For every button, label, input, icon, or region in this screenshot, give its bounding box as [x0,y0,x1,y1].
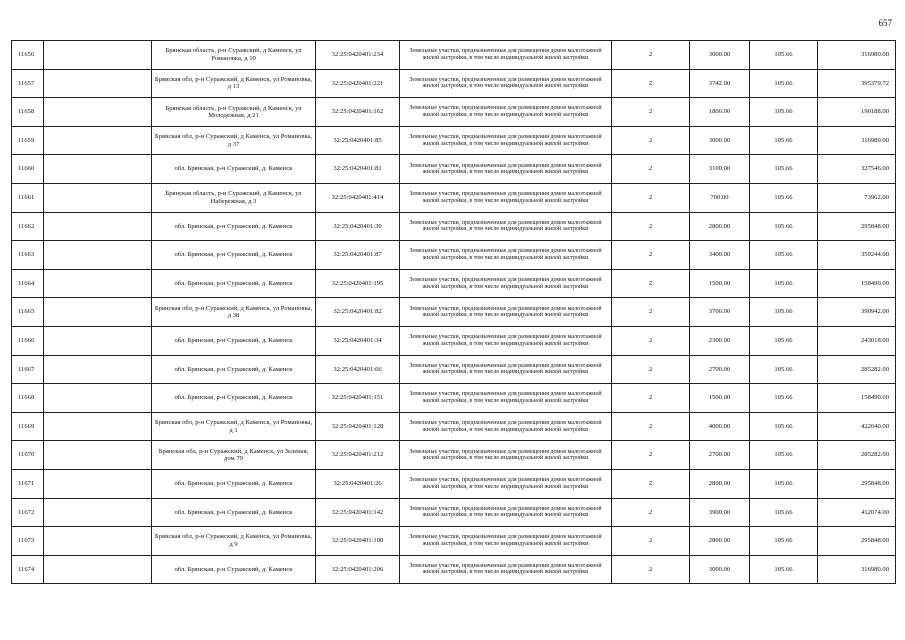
cell-cadastral-value: 158490.00 [818,269,896,298]
cell-cadastral-value: 295848.00 [818,212,896,241]
registry-body [12,41,896,584]
cell-group: 2 [612,269,690,298]
cell-area: 2800.00 [690,469,750,498]
page-number: 657 [878,18,892,28]
cell-number: 11665 [12,298,44,327]
cell-cadastral-number: 32:25:0420401:195 [316,269,400,298]
cell-group: 2 [612,69,690,98]
cell-group: 2 [612,555,690,584]
table-row [12,298,896,327]
table-row [12,241,896,270]
cell-cadastral-value: 243018.00 [818,326,896,355]
cell-empty [44,126,152,155]
cell-group: 2 [612,98,690,127]
table-row [12,212,896,241]
cell-cadastral-value: 316980.00 [818,555,896,584]
cell-cadastral-number: 32:25:0420401:162 [316,98,400,127]
cell-number: 11657 [12,69,44,98]
cell-empty [44,527,152,556]
cell-area: 3400.00 [690,241,750,270]
cell-empty [44,69,152,98]
cell-cadastral-number: 32:25:0420401:30 [316,212,400,241]
cell-address: обл. Брянская, р-н Суражский, д. Каменск [152,498,316,527]
cell-specific-value: 105.66 [750,183,818,212]
cell-cadastral-value: 395379.72 [818,69,896,98]
cell-specific-value: 105.66 [750,298,818,327]
cell-address: Брянская обл, р-н Суражский, д Каменск, ул Романовка, д 13 [152,69,316,98]
cell-cadastral-value: 412074.00 [818,498,896,527]
cell-specific-value: 105.66 [750,69,818,98]
cell-empty [44,555,152,584]
cell-number: 11660 [12,155,44,184]
cell-cadastral-number: 32:25:0420401:128 [316,412,400,441]
cell-number: 11669 [12,412,44,441]
cell-empty [44,498,152,527]
cell-specific-value: 105.66 [750,355,818,384]
cell-area: 3742.00 [690,69,750,98]
cell-cadastral-value: 422640.00 [818,412,896,441]
table-row [12,441,896,470]
table-row [12,355,896,384]
cell-address: обл. Брянская, р-н Суражский, д. Каменск [152,241,316,270]
cell-group: 2 [612,441,690,470]
cell-permitted-use: Земельные участки, предназначенные для размещения домов малоэтажной жилой застройки, в том числе индивидуальной жилой застройки [400,555,612,584]
cell-empty [44,98,152,127]
cell-cadastral-number: 32:25:0420401:81 [316,155,400,184]
cell-permitted-use: Земельные участки, предназначенные для размещения домов малоэтажной жилой застройки, в том числе индивидуальной жилой застройки [400,241,612,270]
table-row [12,555,896,584]
cell-area: 2800.00 [690,212,750,241]
table-row [12,384,896,413]
cell-number: 11656 [12,41,44,70]
table-row [12,155,896,184]
cell-cadastral-number: 32:25:0420401:221 [316,69,400,98]
cell-area: 2800.00 [690,527,750,556]
cell-group: 2 [612,326,690,355]
cell-cadastral-value: 295848.00 [818,527,896,556]
cell-number: 11663 [12,241,44,270]
cell-empty [44,298,152,327]
cell-permitted-use: Земельные участки, предназначенные для размещения домов малоэтажной жилой застройки, в том числе индивидуальной жилой застройки [400,384,612,413]
cell-cadastral-value: 316980.00 [818,41,896,70]
cell-permitted-use: Земельные участки, предназначенные для размещения домов малоэтажной жилой застройки, в том числе индивидуальной жилой застройки [400,269,612,298]
cell-cadastral-number: 32:25:0420401:234 [316,41,400,70]
cell-number: 11667 [12,355,44,384]
cell-area: 2700.00 [690,355,750,384]
cell-permitted-use: Земельные участки, предназначенные для размещения домов малоэтажной жилой застройки, в том числе индивидуальной жилой застройки [400,41,612,70]
table-row [12,126,896,155]
cell-permitted-use: Земельные участки, предназначенные для размещения домов малоэтажной жилой застройки, в том числе индивидуальной жилой застройки [400,527,612,556]
cell-group: 2 [612,355,690,384]
cell-permitted-use: Земельные участки, предназначенные для размещения домов малоэтажной жилой застройки, в том числе индивидуальной жилой застройки [400,69,612,98]
cell-empty [44,355,152,384]
cell-permitted-use: Земельные участки, предназначенные для размещения домов малоэтажной жилой застройки, в том числе индивидуальной жилой застройки [400,298,612,327]
cell-permitted-use: Земельные участки, предназначенные для размещения домов малоэтажной жилой застройки, в том числе индивидуальной жилой застройки [400,412,612,441]
cell-cadastral-value: 390942.00 [818,298,896,327]
cell-group: 2 [612,298,690,327]
cadastral-registry-table [11,40,896,584]
cell-address: обл. Брянская, р-н Суражский, д. Каменск [152,384,316,413]
cell-cadastral-number: 32:25:0420401:212 [316,441,400,470]
cell-empty [44,412,152,441]
cell-cadastral-number: 32:25:0420401:66 [316,355,400,384]
cell-empty [44,241,152,270]
cell-specific-value: 105.66 [750,412,818,441]
table-row [12,183,896,212]
cell-area: 2700.00 [690,441,750,470]
cell-empty [44,269,152,298]
cell-group: 2 [612,412,690,441]
table-row [12,498,896,527]
cell-group: 2 [612,241,690,270]
cell-number: 11662 [12,212,44,241]
cell-address: обл. Брянская, р-н Суражский, д. Каменск [152,355,316,384]
cell-group: 2 [612,41,690,70]
cell-specific-value: 105.66 [750,155,818,184]
cell-cadastral-value: 285282.00 [818,355,896,384]
cell-area: 3900.00 [690,498,750,527]
cell-empty [44,183,152,212]
cell-specific-value: 105.66 [750,527,818,556]
cell-empty [44,212,152,241]
cell-group: 2 [612,498,690,527]
cell-specific-value: 105.66 [750,384,818,413]
cell-address: Брянская область, р-н Суражский, д Каменск, ул Романовка, д 10 [152,41,316,70]
cell-address: Брянская область, р-н Суражский, д Каменск, ул Молодежная, д 21 [152,98,316,127]
cell-cadastral-number: 32:25:0420401:82 [316,298,400,327]
cell-address: обл. Брянская, р-н Суражский, д. Каменск [152,212,316,241]
cell-specific-value: 105.66 [750,469,818,498]
table-row [12,69,896,98]
cell-cadastral-number: 32:25:0420401:87 [316,241,400,270]
cell-permitted-use: Земельные участки, предназначенные для размещения домов малоэтажной жилой застройки, в том числе индивидуальной жилой застройки [400,326,612,355]
cell-cadastral-value: 295848.00 [818,469,896,498]
cell-address: обл. Брянская, р-н Суражский, д. Каменск [152,326,316,355]
cell-group: 2 [612,469,690,498]
cell-permitted-use: Земельные участки, предназначенные для размещения домов малоэтажной жилой застройки, в том числе индивидуальной жилой застройки [400,98,612,127]
cell-area: 4000.00 [690,412,750,441]
cell-empty [44,326,152,355]
cell-area: 700.00 [690,183,750,212]
cell-area: 3100.00 [690,155,750,184]
table-row [12,41,896,70]
cell-empty [44,41,152,70]
cell-number: 11671 [12,469,44,498]
cell-permitted-use: Земельные участки, предназначенные для размещения домов малоэтажной жилой застройки, в том числе индивидуальной жилой застройки [400,126,612,155]
cell-number: 11666 [12,326,44,355]
cell-permitted-use: Земельные участки, предназначенные для размещения домов малоэтажной жилой застройки, в том числе индивидуальной жилой застройки [400,155,612,184]
cell-area: 1500.00 [690,384,750,413]
cell-specific-value: 105.66 [750,441,818,470]
cell-number: 11670 [12,441,44,470]
table-row [12,469,896,498]
cell-empty [44,441,152,470]
cell-group: 2 [612,126,690,155]
cell-cadastral-number: 32:25:0420401:151 [316,384,400,413]
cell-group: 2 [612,384,690,413]
cell-number: 11659 [12,126,44,155]
cell-group: 2 [612,527,690,556]
cell-area: 3700.00 [690,298,750,327]
cell-specific-value: 105.66 [750,555,818,584]
cell-empty [44,155,152,184]
cell-area: 3000.00 [690,41,750,70]
cell-address: Брянская обл, р-н Суражский, д Каменск, ул Романовка, д 9 [152,527,316,556]
cell-permitted-use: Земельные участки, предназначенные для размещения домов малоэтажной жилой застройки, в том числе индивидуальной жилой застройки [400,355,612,384]
cell-cadastral-number: 32:25:0420401:34 [316,326,400,355]
table-row [12,527,896,556]
cell-specific-value: 105.66 [750,41,818,70]
cell-cadastral-number: 32:25:0420401:414 [316,183,400,212]
cell-area: 3000.00 [690,126,750,155]
cell-address: Брянская обл, р-н Суражский, д Каменск, ул Романовка, д 37 [152,126,316,155]
cell-area: 3000.00 [690,555,750,584]
cell-number: 11664 [12,269,44,298]
cell-number: 11672 [12,498,44,527]
cell-number: 11668 [12,384,44,413]
cell-permitted-use: Земельные участки, предназначенные для размещения домов малоэтажной жилой застройки, в том числе индивидуальной жилой застройки [400,183,612,212]
cell-number: 11658 [12,98,44,127]
cell-cadastral-value: 190188.00 [818,98,896,127]
cell-cadastral-number: 32:25:0420401:26 [316,469,400,498]
cell-group: 2 [612,212,690,241]
cell-area: 2300.00 [690,326,750,355]
cell-cadastral-value: 359244.00 [818,241,896,270]
cell-address: обл. Брянская, р-н Суражский, д. Каменск [152,555,316,584]
cell-cadastral-number: 32:25:0420401:206 [316,555,400,584]
cell-specific-value: 105.66 [750,126,818,155]
cell-specific-value: 105.66 [750,241,818,270]
cell-permitted-use: Земельные участки, предназначенные для размещения домов малоэтажной жилой застройки, в том числе индивидуальной жилой застройки [400,469,612,498]
cell-specific-value: 105.66 [750,498,818,527]
cell-specific-value: 105.66 [750,212,818,241]
cell-permitted-use: Земельные участки, предназначенные для размещения домов малоэтажной жилой застройки, в том числе индивидуальной жилой застройки [400,498,612,527]
cell-cadastral-value: 158490.00 [818,384,896,413]
cell-cadastral-value: 327546.00 [818,155,896,184]
cell-number: 11674 [12,555,44,584]
cell-permitted-use: Земельные участки, предназначенные для размещения домов малоэтажной жилой застройки, в том числе индивидуальной жилой застройки [400,212,612,241]
cell-empty [44,384,152,413]
cell-address: Брянская область, р-н Суражский, д Каменск, ул Набережная, д 3 [152,183,316,212]
cell-group: 2 [612,183,690,212]
table-row [12,98,896,127]
cell-cadastral-value: 285282.00 [818,441,896,470]
cell-specific-value: 105.66 [750,269,818,298]
cell-permitted-use: Земельные участки, предназначенные для размещения домов малоэтажной жилой застройки, в том числе индивидуальной жилой застройки [400,441,612,470]
cell-specific-value: 105.66 [750,98,818,127]
cell-cadastral-number: 32:25:0420401:108 [316,527,400,556]
cell-specific-value: 105.66 [750,326,818,355]
cell-cadastral-value: 316980.00 [818,126,896,155]
cell-address: Брянская обл, р-н Суражский, д Каменск, ул Зеленая, дом 79 [152,441,316,470]
table-row [12,269,896,298]
table-row [12,326,896,355]
table-row [12,412,896,441]
cell-cadastral-number: 32:25:0420401:85 [316,126,400,155]
cell-cadastral-number: 32:25:0420401:142 [316,498,400,527]
cell-area: 1500.00 [690,269,750,298]
cell-number: 11661 [12,183,44,212]
cell-number: 11673 [12,527,44,556]
cell-address: Брянская обл, р-н Суражский, д Каменск, ул Романовка, д 38 [152,298,316,327]
cell-area: 1800.00 [690,98,750,127]
cell-address: обл. Брянская, р-н Суражский, д. Каменск [152,469,316,498]
cell-group: 2 [612,155,690,184]
cell-address: Брянская обл, р-н Суражский, д Каменск, ул Романовка, д 1 [152,412,316,441]
cell-empty [44,469,152,498]
cell-address: обл. Брянская, р-н Суражский, д. Каменск [152,269,316,298]
cell-address: обл. Брянская, р-н Суражский, д. Каменск [152,155,316,184]
cell-cadastral-value: 73962.00 [818,183,896,212]
